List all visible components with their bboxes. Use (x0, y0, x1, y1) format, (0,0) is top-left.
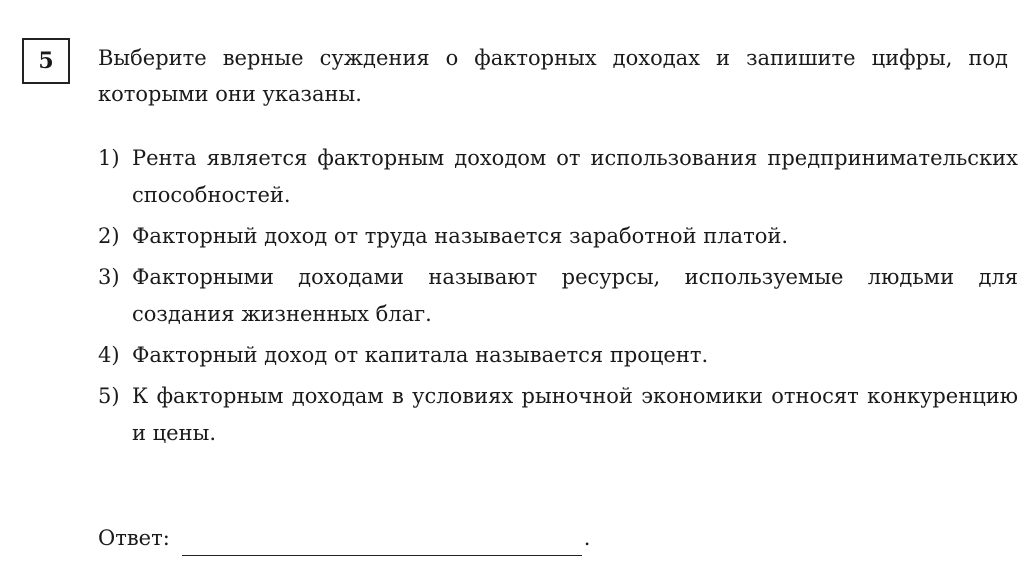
option-item-3 (98, 259, 1018, 333)
option-number: 2) (98, 224, 120, 248)
option-text: Факторными доходами называют ресурсы, используемые людьми для создания жизненных благ. (132, 265, 1018, 326)
answer-row (98, 520, 590, 556)
option-text: Рента является факторным доходом от использования предпринимательских способностей. (132, 146, 1018, 207)
options-list (98, 140, 1018, 456)
answer-field[interactable] (182, 529, 582, 556)
option-text: Факторный доход от труда называется заработной платой. (132, 224, 789, 248)
task-number-box (22, 38, 70, 84)
option-text: Факторный доход от капитала называется процент. (132, 343, 709, 367)
option-item-5 (98, 378, 1018, 452)
option-number: 5) (98, 384, 120, 408)
option-item-2 (98, 218, 1018, 255)
question-text: Выберите верные суждения о факторных доходах и запишите цифры, под которыми они указаны. (98, 46, 1008, 106)
option-item-1 (98, 140, 1018, 214)
option-number: 3) (98, 265, 120, 289)
answer-label: Ответ: (98, 526, 170, 550)
answer-end-mark: . (583, 526, 591, 550)
option-text: К факторным доходам в условиях рыночной экономики относят конкуренцию и цены. (132, 384, 1018, 445)
task-number: 5 (38, 48, 54, 74)
option-number: 4) (98, 343, 120, 367)
option-number: 1) (98, 146, 120, 170)
option-item-4 (98, 337, 1018, 374)
